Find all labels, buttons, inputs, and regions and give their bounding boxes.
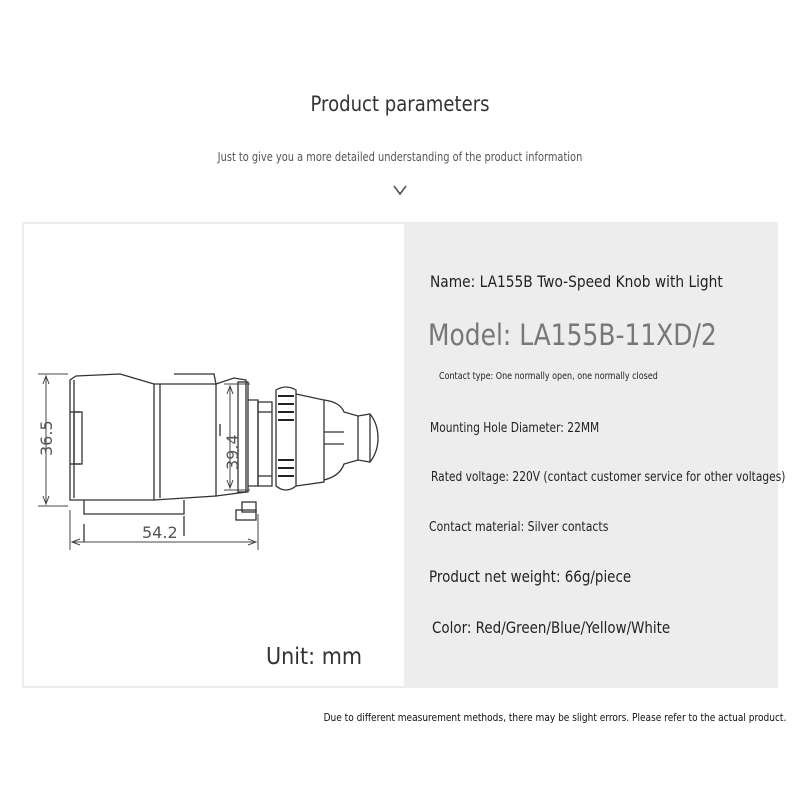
spec-model: Model: LA155B-11XD/2 <box>428 318 717 352</box>
page-subtitle: Just to give you a more detailed understanding of the product information <box>217 150 583 164</box>
spec-net-weight: Product net weight: 66g/piece <box>429 567 632 586</box>
spec-color: Color: Red/Green/Blue/Yellow/White <box>432 618 671 637</box>
dimension-height-left: 36.5 <box>37 420 56 456</box>
spec-mounting-hole: Mounting Hole Diameter: 22MM <box>430 421 600 436</box>
dimension-diagram <box>24 224 404 686</box>
knob-drawing <box>24 224 404 686</box>
spec-contact-type: Contact type: One normally open, one normally closed <box>439 371 658 382</box>
spec-rated-voltage: Rated voltage: 220V (contact customer service for other voltages) <box>431 470 786 485</box>
spec-name: Name: LA155B Two-Speed Knob with Light <box>430 272 723 291</box>
unit-label: Unit: mm <box>266 644 363 670</box>
chevron-down-icon <box>388 178 412 202</box>
dimension-width-bottom: 54.2 <box>142 523 178 542</box>
dimension-height-inner: 39.4 <box>223 434 242 470</box>
measurement-disclaimer: Due to different measurement methods, there may be slight errors. Please refer to the actual product. <box>323 711 786 724</box>
spec-contact-material: Contact material: Silver contacts <box>429 520 609 535</box>
page-title: Product parameters <box>310 92 490 116</box>
